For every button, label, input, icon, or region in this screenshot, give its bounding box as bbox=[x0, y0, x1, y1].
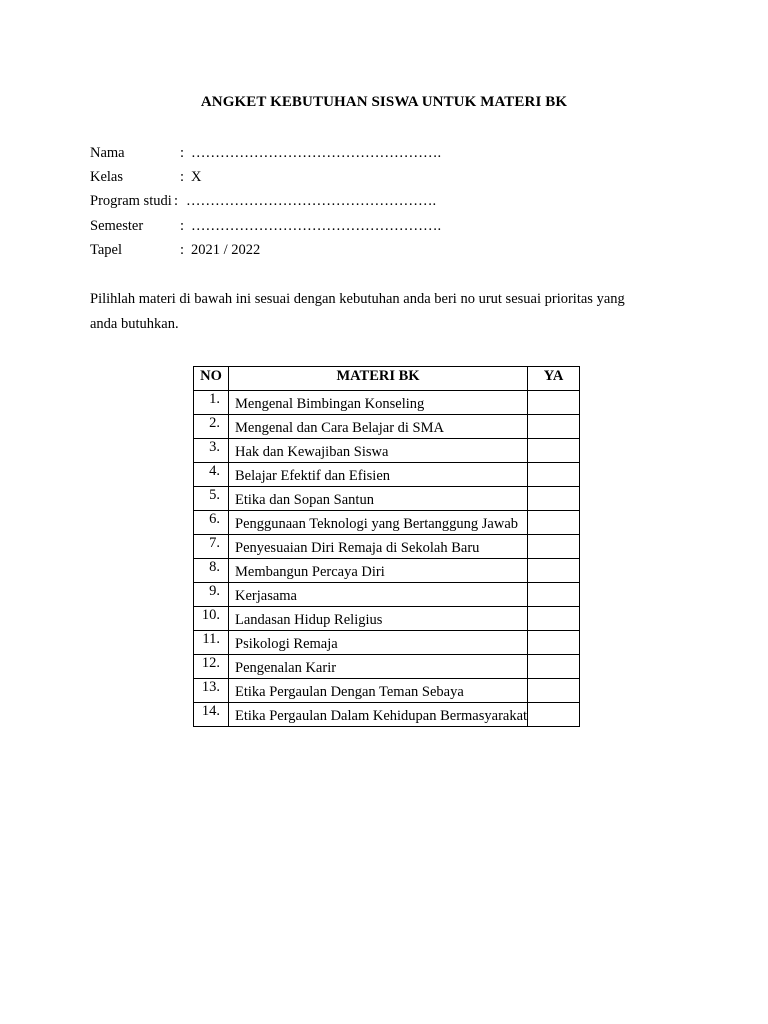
table-row bbox=[194, 415, 580, 439]
table-row bbox=[194, 655, 580, 679]
row-number: 9. bbox=[194, 583, 229, 607]
field-tapel bbox=[90, 240, 261, 260]
field-colon: : bbox=[180, 242, 185, 258]
row-number: 12. bbox=[194, 655, 229, 679]
field-nama bbox=[90, 143, 442, 163]
row-ya-checkbox-cell[interactable] bbox=[528, 487, 580, 511]
table-row bbox=[194, 391, 580, 415]
row-ya-checkbox-cell[interactable] bbox=[528, 559, 580, 583]
row-ya-checkbox-cell[interactable] bbox=[528, 391, 580, 415]
row-materi: Mengenal dan Cara Belajar di SMA bbox=[229, 415, 528, 439]
row-materi: Pengenalan Karir bbox=[229, 655, 528, 679]
row-materi: Mengenal Bimbingan Konseling bbox=[229, 391, 528, 415]
field-colon: : bbox=[180, 145, 185, 161]
field-value: 2021 / 2022 bbox=[191, 242, 261, 258]
row-number: 11. bbox=[194, 631, 229, 655]
table-body bbox=[194, 391, 580, 727]
field-label: Program studi bbox=[90, 193, 172, 209]
field-value: X bbox=[191, 169, 202, 185]
field-value: ……………………………………………. bbox=[191, 145, 442, 161]
field-program-studi bbox=[90, 191, 437, 211]
row-materi: Membangun Percaya Diri bbox=[229, 559, 528, 583]
field-label: Semester bbox=[90, 218, 144, 234]
row-number: 8. bbox=[194, 559, 229, 583]
table-row bbox=[194, 535, 580, 559]
row-number: 6. bbox=[194, 511, 229, 535]
field-kelas bbox=[90, 167, 202, 187]
table-row bbox=[194, 607, 580, 631]
row-materi: Landasan Hidup Religius bbox=[229, 607, 528, 631]
row-number: 5. bbox=[194, 487, 229, 511]
row-number: 3. bbox=[194, 439, 229, 463]
field-value: ……………………………………………. bbox=[191, 218, 442, 234]
table-row bbox=[194, 703, 580, 727]
row-materi: Penggunaan Teknologi yang Bertanggung Jawab bbox=[229, 511, 528, 535]
row-number: 7. bbox=[194, 535, 229, 559]
row-number: 13. bbox=[194, 679, 229, 703]
field-colon: : bbox=[180, 169, 185, 185]
header-materi: MATERI BK bbox=[229, 367, 528, 391]
field-semester bbox=[90, 216, 442, 236]
table-row bbox=[194, 487, 580, 511]
table-row bbox=[194, 511, 580, 535]
field-label: Nama bbox=[90, 145, 125, 161]
table-row bbox=[194, 439, 580, 463]
row-number: 1. bbox=[194, 391, 229, 415]
row-materi: Etika Pergaulan Dengan Teman Sebaya bbox=[229, 679, 528, 703]
row-ya-checkbox-cell[interactable] bbox=[528, 607, 580, 631]
row-ya-checkbox-cell[interactable] bbox=[528, 655, 580, 679]
row-materi: Penyesuaian Diri Remaja di Sekolah Baru bbox=[229, 535, 528, 559]
row-ya-checkbox-cell[interactable] bbox=[528, 463, 580, 487]
row-ya-checkbox-cell[interactable] bbox=[528, 535, 580, 559]
header-ya: YA bbox=[528, 367, 580, 391]
row-number: 4. bbox=[194, 463, 229, 487]
row-ya-checkbox-cell[interactable] bbox=[528, 415, 580, 439]
row-materi: Etika Pergaulan Dalam Kehidupan Bermasyarakat bbox=[229, 703, 528, 727]
row-materi: Psikologi Remaja bbox=[229, 631, 528, 655]
field-label: Tapel bbox=[90, 242, 122, 258]
page-title: ANGKET KEBUTUHAN SISWA UNTUK MATERI BK bbox=[200, 94, 568, 110]
row-number: 2. bbox=[194, 415, 229, 439]
row-ya-checkbox-cell[interactable] bbox=[528, 703, 580, 727]
row-materi: Hak dan Kewajiban Siswa bbox=[229, 439, 528, 463]
table-row bbox=[194, 679, 580, 703]
table-row bbox=[194, 583, 580, 607]
row-number: 14. bbox=[194, 703, 229, 727]
instruction-text: Pilihlah materi di bawah ini sesuai dengan kebutuhan anda beri no urut sesuai prioritas yang anda butuhkan. bbox=[90, 291, 625, 332]
materi-table bbox=[193, 366, 580, 727]
row-materi: Kerjasama bbox=[229, 583, 528, 607]
row-number: 10. bbox=[194, 607, 229, 631]
header-no: NO bbox=[194, 367, 229, 391]
field-colon: : bbox=[180, 218, 185, 234]
row-ya-checkbox-cell[interactable] bbox=[528, 631, 580, 655]
row-ya-checkbox-cell[interactable] bbox=[528, 679, 580, 703]
field-colon: : bbox=[174, 193, 179, 209]
row-materi: Etika dan Sopan Santun bbox=[229, 487, 528, 511]
row-materi: Belajar Efektif dan Efisien bbox=[229, 463, 528, 487]
table-row bbox=[194, 559, 580, 583]
field-label: Kelas bbox=[90, 169, 124, 185]
row-ya-checkbox-cell[interactable] bbox=[528, 583, 580, 607]
table-header-row bbox=[194, 367, 580, 391]
row-ya-checkbox-cell[interactable] bbox=[528, 511, 580, 535]
field-value: ……………………………………………. bbox=[186, 193, 437, 209]
table-row bbox=[194, 463, 580, 487]
table-row bbox=[194, 631, 580, 655]
row-ya-checkbox-cell[interactable] bbox=[528, 439, 580, 463]
